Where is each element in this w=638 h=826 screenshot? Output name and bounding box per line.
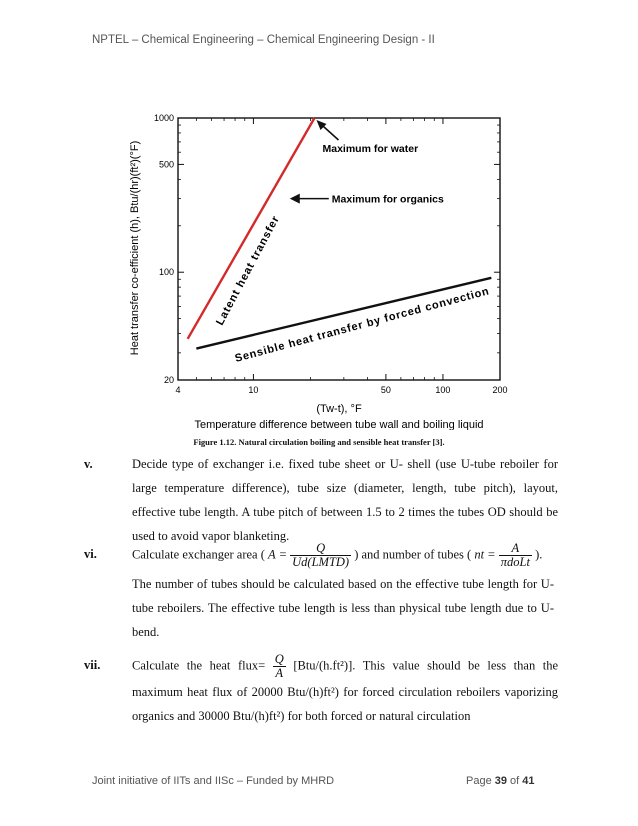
y-axis-label: Heat transfer co-efficient (h), Btu/(hr)(ft²)(°F)	[129, 140, 141, 356]
step-number: v.	[84, 457, 93, 471]
page-prefix: Page	[466, 775, 495, 787]
x-axis-variable: (Tw-t), °F	[316, 403, 362, 415]
max-organics-label: Maximum for organics	[331, 193, 444, 206]
tubes-denominator: πdoLt	[500, 555, 530, 569]
x-tick-label: 50	[380, 385, 391, 395]
footer-page	[466, 775, 535, 787]
step-vi-paragraph: The number of tubes should be calculated based on the effective tube length for U-tube reboilers. The effective tube length is less than physical tube length due to U-bend.	[132, 577, 554, 639]
tubes-numerator: A	[499, 542, 532, 556]
y-tick-label: 500	[158, 159, 174, 170]
latent-heat-line	[188, 118, 315, 339]
area-denominator: Ud(LMTD)	[292, 555, 350, 569]
page-of: of	[507, 775, 523, 787]
chart-annotations	[129, 120, 491, 430]
step-text	[132, 653, 558, 728]
x-tick-label: 200	[492, 385, 508, 395]
footer-left: Joint initiative of IITs and IISc – Funded by MHRD	[92, 775, 335, 787]
step-text-post: [Btu/(h.ft²)]. This value should be less than the maximum heat flux of 20000 Btu/(h)ft²) for forced circulation reboilers vaporizing organics and 30000 Btu/(h)ft²) for both forced or natural circulation	[132, 658, 559, 723]
max-water-label: Maximum for water	[322, 143, 419, 155]
step-text-mid: ) and number of tubes (	[354, 547, 472, 562]
step-text: Decide type of exchanger i.e. fixed tube sheet or U- shell (use U-tube reboiler for large temperature difference), tube size (diameter, length, tube pitch), layout, effective tube length. A tube pitch of between 1.5 to 2 times the tubes OD should be used to avoid vapor blanketing.	[132, 457, 558, 543]
x-tick-label: 100	[435, 385, 451, 395]
y-tick-label: 20	[163, 375, 174, 385]
y-tick-label: 1000	[153, 113, 174, 123]
step-text	[132, 542, 558, 569]
chart-ticks	[154, 113, 508, 395]
step-text-pre: Calculate exchanger area (	[132, 547, 265, 562]
tubes-fraction	[499, 542, 532, 569]
page-header: NPTEL – Chemical Engineering – Chemical Engineering Design - II	[92, 34, 435, 46]
x-tick-label: 10	[248, 385, 259, 395]
flux-numerator: Q	[274, 652, 284, 666]
page-number: 39	[494, 775, 507, 787]
flux-denominator: A	[275, 666, 284, 680]
step-text-pre: Calculate the heat flux=	[132, 658, 266, 673]
latent-heat-label: Latent heat transfer	[214, 213, 283, 328]
area-equation-lhs: A =	[268, 547, 288, 562]
figure-chart	[110, 100, 510, 430]
organics-arrowhead	[290, 194, 300, 204]
step-text-post: ).	[535, 547, 543, 562]
area-fraction	[290, 542, 351, 569]
area-numerator: Q	[290, 542, 351, 556]
x-axis-label: Temperature difference between tube wall and boiling liquid	[194, 419, 484, 430]
x-tick-label: 4	[175, 385, 181, 395]
tubes-equation-lhs: nt =	[474, 547, 496, 562]
y-tick-label: 100	[158, 267, 174, 278]
figure-caption: Figure 1.12. Natural circulation boiling and sensible heat transfer [3].	[193, 437, 445, 447]
step-number: vii.	[84, 658, 101, 672]
sensible-heat-label: Sensible heat transfer by forced convection	[233, 285, 491, 365]
heat-flux-fraction	[273, 653, 286, 680]
step-number: vi.	[84, 547, 97, 561]
page-total: 41	[522, 775, 535, 787]
